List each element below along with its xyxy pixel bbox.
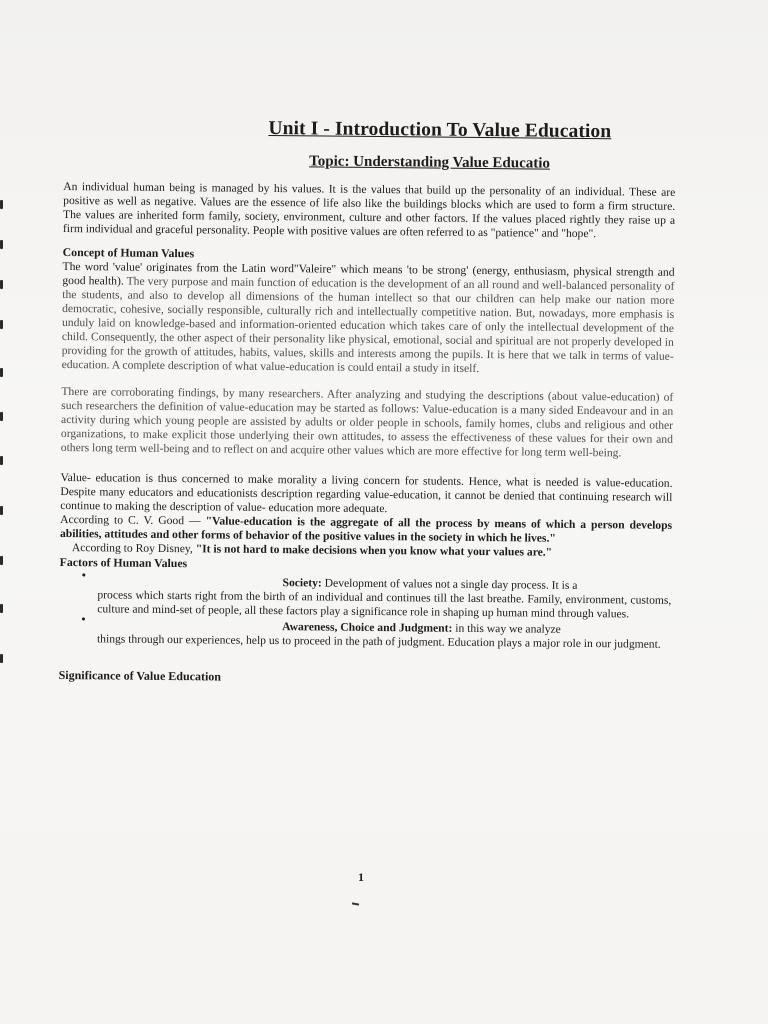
bullet-icon: • xyxy=(81,567,87,583)
intro-paragraph: An individual human being is managed by his values. It is the values that build up the personality of an individual. These are positive as well as negative. Values are the essence of life also like the buildings blocks which are used to form a firm structure. The values are inherited form family, society, environment, culture and other factors. If the values placed rightly they raise up a firm individual and graceful personality. People with positive values are often referred to as "patience" and "hope". xyxy=(62,179,676,241)
good-quote: "Value-education is the aggregate of all the process by means of which a person develops abilities, attitudes and other forms of behavior of the positive values in the society in which he lives." xyxy=(59,514,673,545)
bullet-icon: • xyxy=(81,611,86,627)
factor-term: Awareness, Choice and Judgment: xyxy=(282,620,453,635)
page-content xyxy=(59,116,676,689)
factor-body: things through our experiences, help us to proceed in the path of judgment. Education plays a major role in our judgment. xyxy=(96,632,661,651)
concept-heading: Concept of Human Values xyxy=(62,244,195,261)
concept-paragraph-1-lead: The word 'value' originates from the Latin word"Valeire" which means 'to be strong' (energy, enthusiasm, physical strength and good health). xyxy=(62,259,675,288)
page-title: Unit I - Introduction To Value Education xyxy=(268,117,612,143)
factor-item-awareness xyxy=(81,611,671,652)
concept-paragraph-3: Value- education is thus concerned to make morality a living concern for students. Hence, what is needed is value-education. Despite many educators and educationists description regarding value-education, it cannot be denied that continuing research will continue to making the description of value- education more adequate. xyxy=(60,470,673,516)
concept-paragraph-1 xyxy=(62,260,675,378)
factor-item-society xyxy=(81,567,672,622)
factor-lead-text: in this way we analyze xyxy=(452,621,561,636)
concept-paragraph-2: There are corroborating findings, by many researchers. After analyzing and studying the descriptions (about value-education) of such researchers the definition of value-education may be started as follows: Value-education is a many sided Endeavour and in an activity during which young people are assisted by adults or older people in schools, family homes, clubs and religious and other organizations, to make explicit those underlying their own attitudes, to assess the effectiveness of these values for their own and others long term well-being and to reflect on and acquire other values which are more effective for long term well-being. xyxy=(60,384,674,460)
factors-heading: Factors of Human Values xyxy=(59,554,188,571)
factor-body: process which starts right from the birth of an individual and continues till the last breathe. Family, environment, customs, culture and mind-set of people, all these factors play a significance role in shaping up human mind through values. xyxy=(97,588,672,621)
binding-edge xyxy=(0,0,8,1024)
significance-heading: Significance of Value Education xyxy=(58,667,222,684)
factor-term: Society: xyxy=(282,576,322,590)
disney-quote: "It is not hard to make decisions when you know what your values are." xyxy=(195,542,553,559)
topic-heading: Topic: Understanding Value Educatio xyxy=(309,153,551,172)
disney-quote-prefix: According to Roy Disney, xyxy=(71,541,196,556)
stray-mark xyxy=(352,902,359,905)
good-quote-prefix: According to C. V. Good — xyxy=(60,512,206,528)
page-number: 1 xyxy=(358,870,364,884)
factor-lead-text: Development of values not a single day process. It is a xyxy=(321,576,578,592)
concept-paragraph-1-rest: The very purpose and main function of education is the development of an all round and well-balanced personality of the students, and also to develop all dimensions of the human intellect so that our children can help make our nation more democratic, cohesive, socially responsible, culturally rich and intellectually competitive nation. But, nowadays, more emphasis is unduly laid on knowledge-based and information-oriented education which takes care of only the intellectual development of the child. Consequently, the other aspect of their personality like physical, emotional, social and spiritual are not properly developed in providing for the growth of attitudes, habits, values, skills and interests among the pupils. It is here that we talk in terms of value-education. A complete description of what value-education is could entail a study in itself. xyxy=(61,274,675,375)
